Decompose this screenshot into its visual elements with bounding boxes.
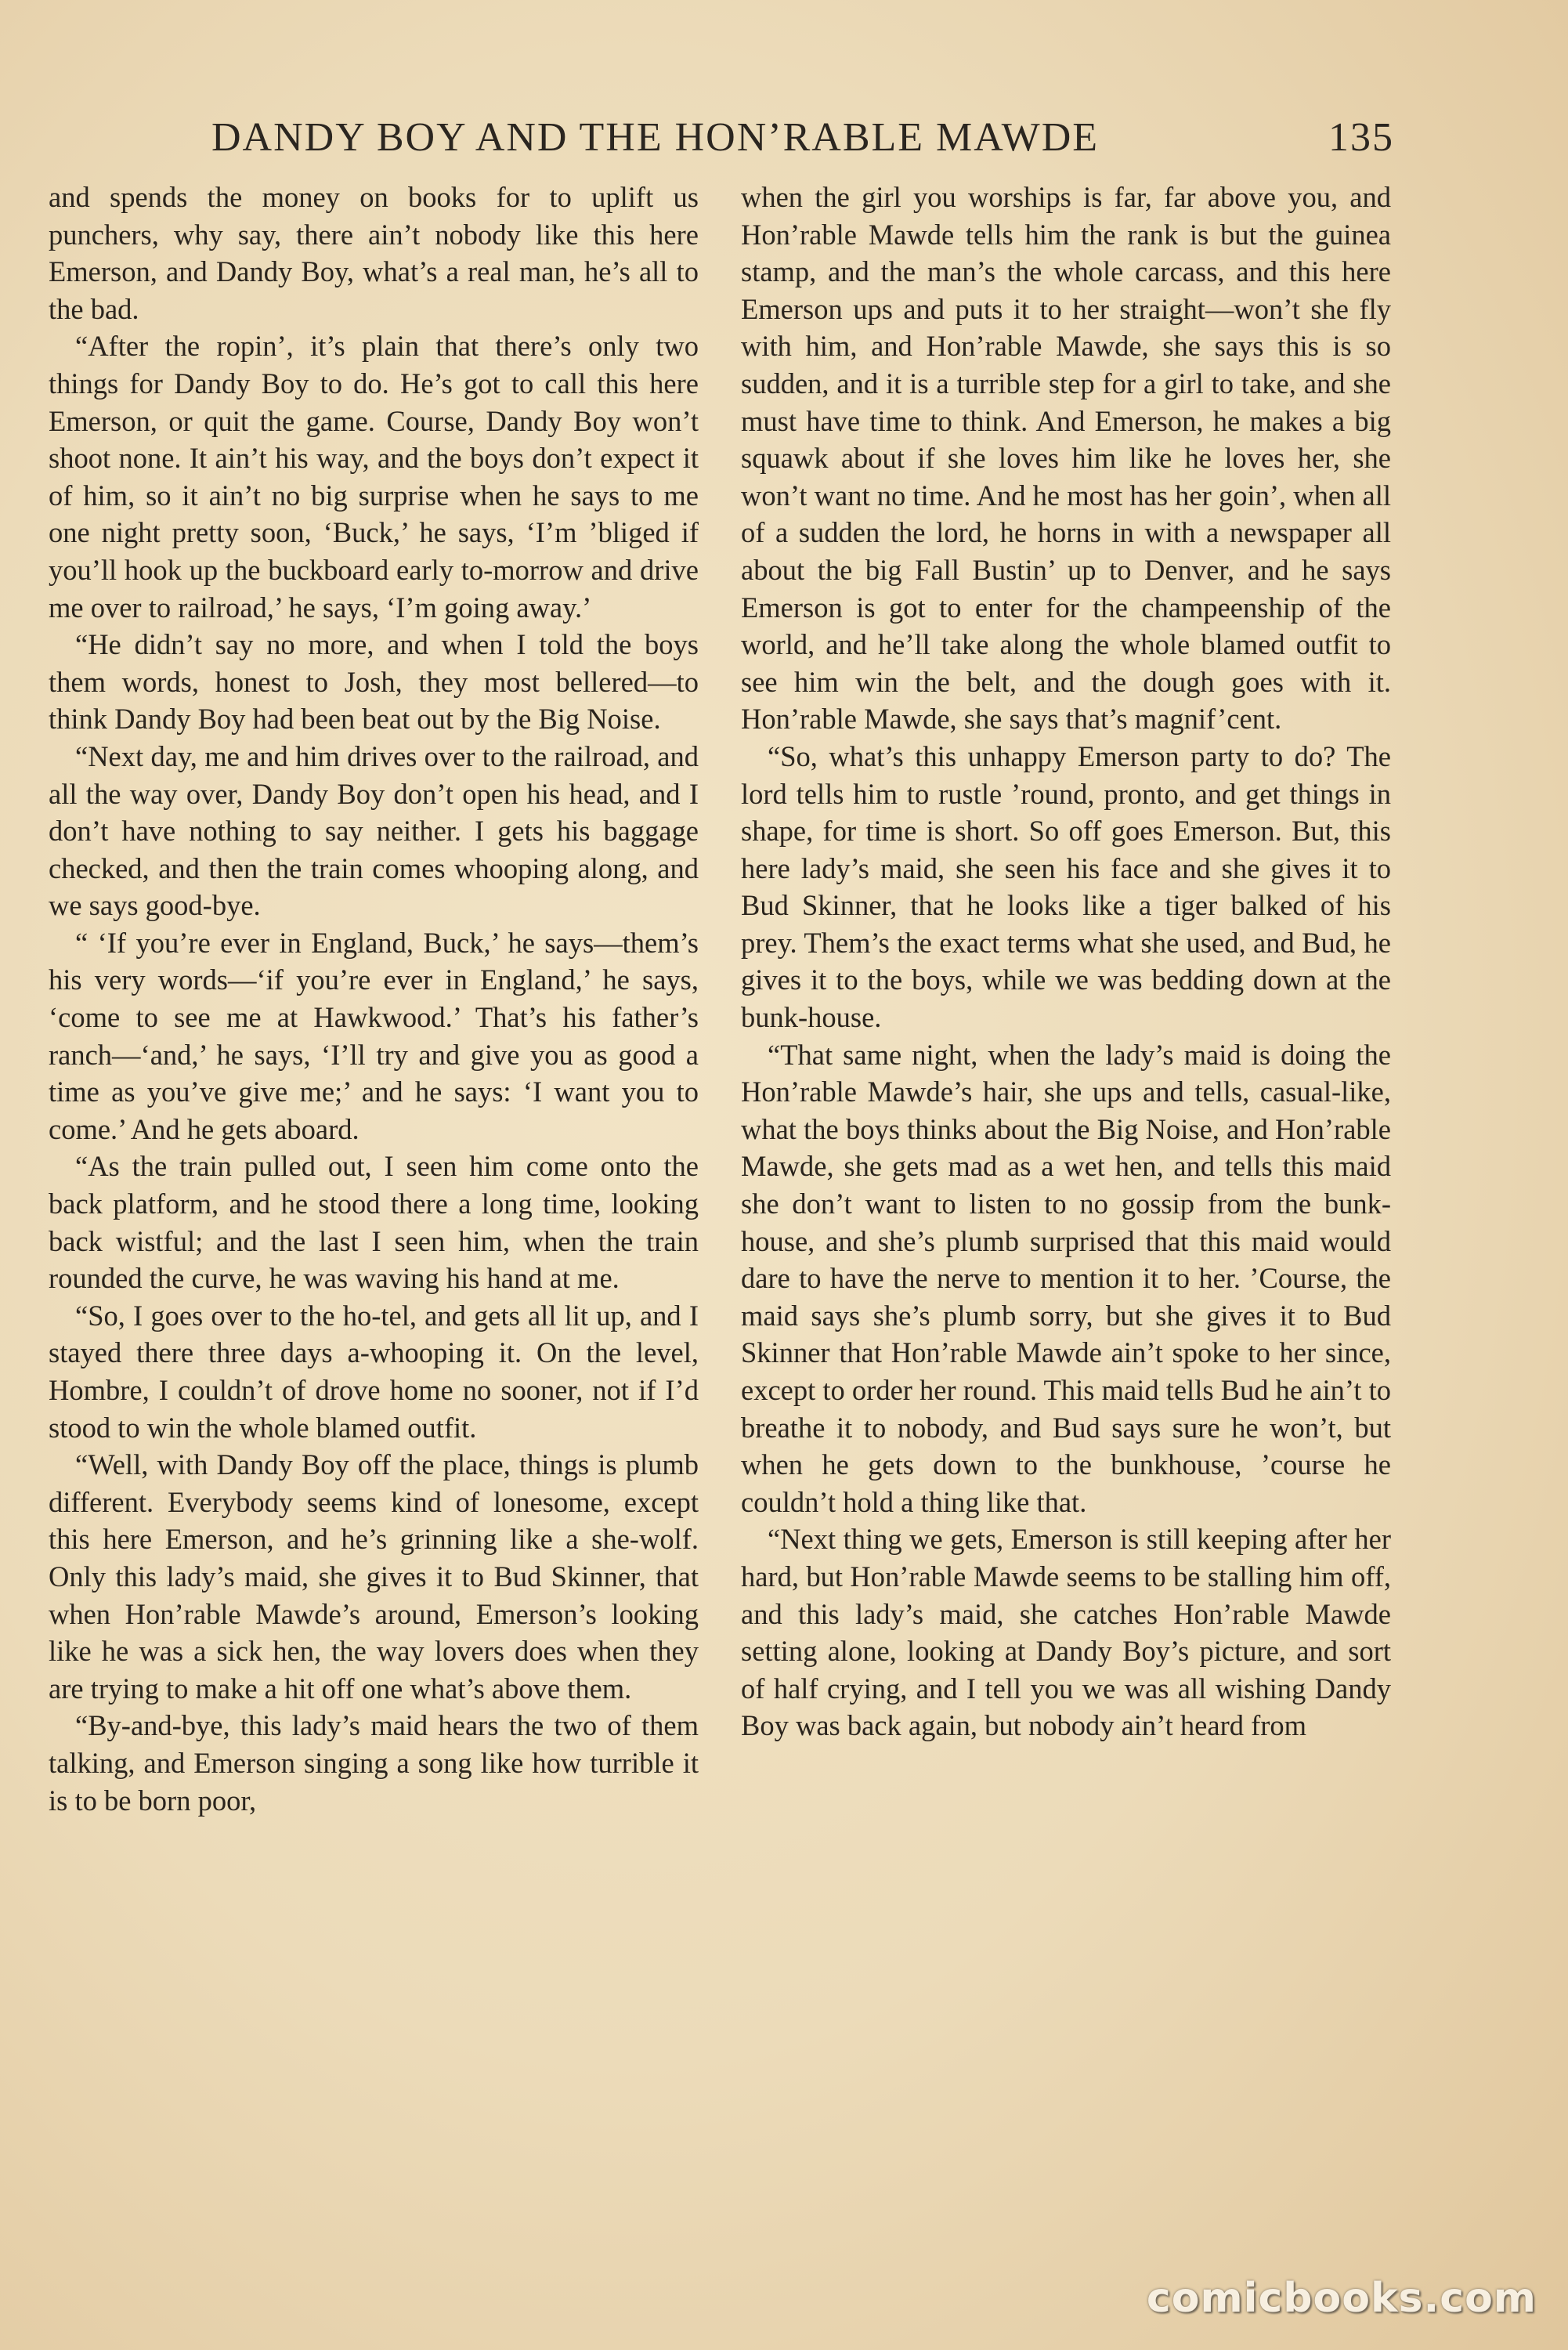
paragraph: “So, I goes over to the ho-tel, and gets all lit up, and I stayed there three days a-whooping it. On the level, Hombre, I couldn’t of drove home no sooner, not if I’d stood to win the whole blamed outfit. bbox=[49, 1299, 699, 1444]
paragraph: “Next thing we gets, Emerson is still keeping after her hard, but Hon’rable Mawde seems to be stalling him off, and this lady’s maid, she catches Hon’rable Mawde setting alone, looking at Dandy Boy’s picture, and sort of half crying, and I tell you we was all wishing Dandy Boy was back again, but nobody ain’t heard from bbox=[741, 1523, 1391, 1742]
left-column bbox=[49, 179, 699, 2184]
page-number: 135 bbox=[1328, 115, 1394, 160]
paragraph: “He didn’t say no more, and when I told the boys them words, honest to Josh, they most bellered—to think Dandy Boy had been beat out by the Big Noise. bbox=[49, 628, 699, 736]
paragraph: “Well, with Dandy Boy off the place, things is plumb different. Everybody seems kind of lonesome, except this here Emerson, and he’s grinning like a she-wolf. Only this lady’s maid, she gives it to Bud Skinner, that when Hon’rable Mawde’s around, Emerson’s looking like he was a sick hen, the way lovers does when they are trying to make a hit off one what’s above them. bbox=[49, 1448, 699, 1705]
paragraph: when the girl you worships is far, far above you, and Hon’rable Mawde tells him the rank is but the guinea stamp, and the man’s the whole carcass, and this here Emerson ups and puts it to her straight—won’t she fly with him, and Hon’rable Mawde, she says this is so sudden, and it is a turrible step for a girl to take, and she must have time to think. And Emerson, he makes a big squawk about if she loves him like he loves her, she won’t want no time. And he most has her goin’, when all of a sudden the lord, he horns in with a newspaper all about the big Fall Bustin’ up to Denver, and he says Emerson is got to enter for the champeenship of the world, and he’ll take along the whole blamed outfit to see him win the belt, and the dough goes with it. Hon’rable Mawde, she says that’s magnif’cent. bbox=[741, 181, 1391, 736]
paragraph: “So, what’s this unhappy Emerson party to do? The lord tells him to rustle ’round, pronto, and get things in shape, for time is short. So off goes Emerson. But, this here lady’s maid, she seen his face and she gives it to Bud Skinner, that he looks like a tiger balked of his prey. Them’s the exact terms what she used, and Bud, he gives it to the boys, while we was bedding down at the bunk-house. bbox=[741, 739, 1391, 1034]
running-title: DANDY BOY AND THE HON’RABLE MAWDE bbox=[211, 115, 1100, 160]
paragraph: and spends the money on books for to uplift us punchers, why say, there ain’t nobody like this here Emerson, and Dandy Boy, what’s a real man, he’s all to the bad. bbox=[49, 181, 699, 325]
site-watermark: comicbooks.com bbox=[1146, 2275, 1537, 2322]
right-column bbox=[741, 179, 1391, 2184]
paragraph: “That same night, when the lady’s maid is doing the Hon’rable Mawde’s hair, she ups and tells, casual-like, what the boys thinks about the Big Noise, and Hon’rable Mawde, she gets mad as a wet hen, and tells this maid she don’t want to listen to no gossip from the bunk-house, and she’s plumb surprised that this maid would dare to have the nerve to mention it to her. ’Course, the maid says she’s plumb sorry, but she gives it to Bud Skinner that Hon’rable Mawde ain’t spoke to her since, except to order her round. This maid tells Bud he ain’t to breathe it to nobody, and Bud says sure he won’t, but when he gets down to the bunkhouse, ’course he couldn’t hold a thing like that. bbox=[741, 1038, 1391, 1518]
paragraph: “ ‘If you’re ever in England, Buck,’ he says—them’s his very words—‘if you’re ever in England,’ he says, ‘come to see me at Hawkwood.’ That’s his father’s ranch—‘and,’ he says, ‘I’ll try and give you as good a time as you’ve give me;’ and he says: ‘I want you to come.’ And he gets aboard. bbox=[49, 926, 699, 1145]
paragraph: “After the ropin’, it’s plain that there’s only two things for Dandy Boy to do. He’s got to call this here Emerson, or quit the game. Course, Dandy Boy won’t shoot none. It ain’t his way, and the boys don’t expect it of him, so it ain’t no big surprise when he says to me one night pretty soon, ‘Buck,’ he says, ‘I’m ’bliged if you’ll hook up the buckboard early to-morrow and drive me over to railroad,’ he says, ‘I’m going away.’ bbox=[49, 330, 699, 624]
paragraph: “Next day, me and him drives over to the railroad, and all the way over, Dandy Boy don’t open his head, and I don’t have nothing to say neither. I gets his baggage checked, and then the train comes whooping along, and we says good-bye. bbox=[49, 739, 699, 922]
paragraph: “By-and-bye, this lady’s maid hears the two of them talking, and Emerson singing a song like how turrible it is to be born poor, bbox=[49, 1709, 699, 1817]
running-header bbox=[211, 114, 1394, 177]
paragraph: “As the train pulled out, I seen him come onto the back platform, and he stood there a long time, looking back wistful; and the last I seen him, when the train rounded the curve, he was waving his hand at me. bbox=[49, 1150, 699, 1295]
